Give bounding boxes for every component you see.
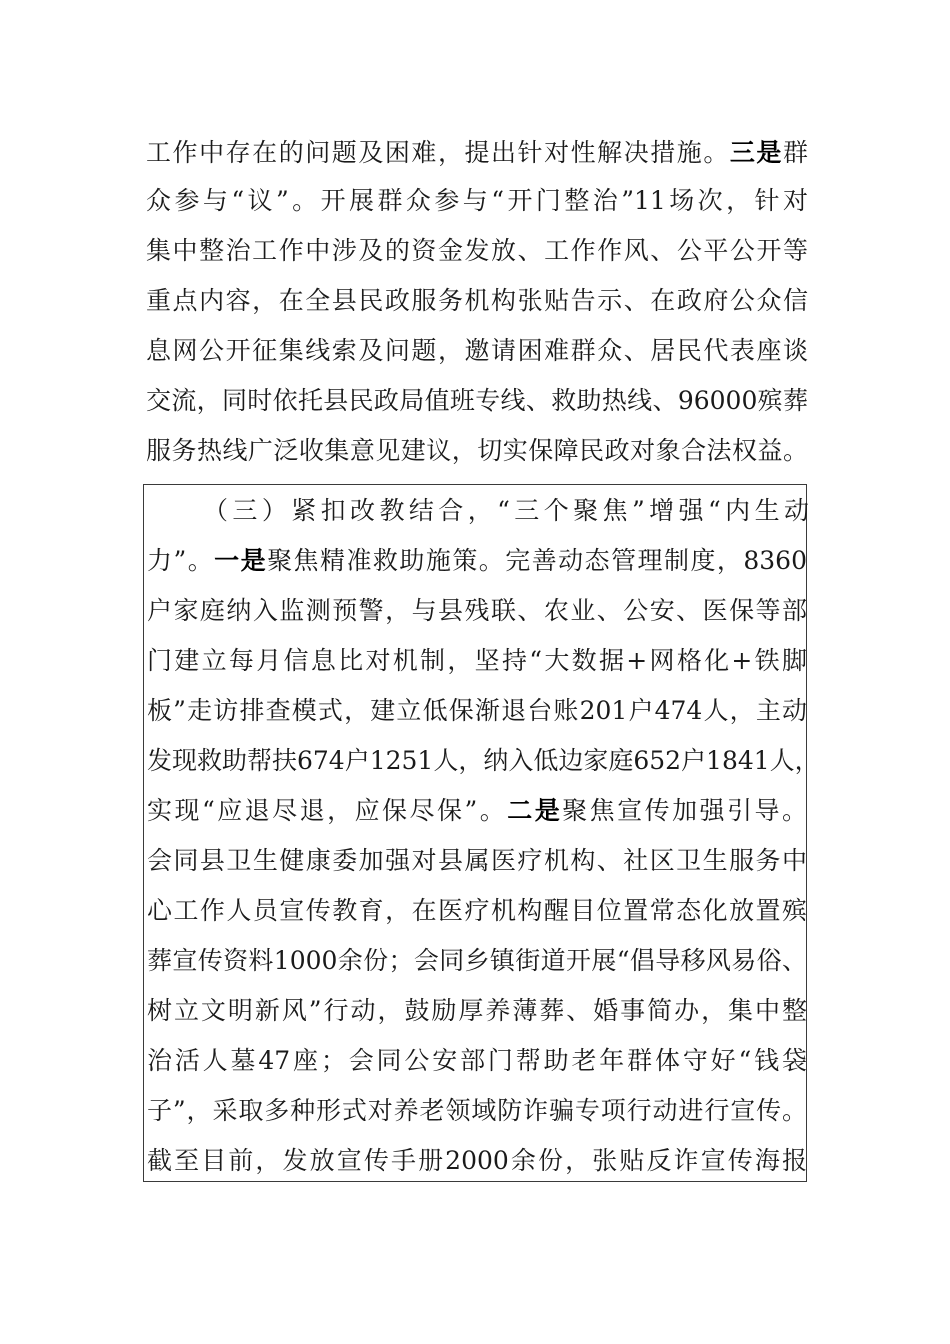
text-line: 重点内容，在全县民政服务机构张贴告示、在政府公众信 xyxy=(146,286,808,315)
text-run: 工作中存在的问题及困难，提出针对性解决措施。 xyxy=(146,138,730,167)
text-run: 力”。 xyxy=(147,546,215,575)
text-line: 治活人墓47座；会同公安部门帮助老年群体守好“钱袋 xyxy=(147,1046,807,1075)
text-line: 会同县卫生健康委加强对县属医疗机构、社区卫生服务中 xyxy=(147,846,807,875)
text-line: 发现救助帮扶674户1251人，纳入低边家庭652户1841人， xyxy=(147,746,820,775)
text-run: 群 xyxy=(782,138,808,167)
text-line: 子”，采取多种形式对养老领域防诈骗专项行动进行宣传。 xyxy=(147,1096,807,1125)
text-line xyxy=(147,546,807,576)
highlight-box xyxy=(143,484,820,1182)
text-line: 葬宣传资料1000余份；会同乡镇街道开展“倡导移风易俗、 xyxy=(147,946,807,975)
bold-run: 二是 xyxy=(507,796,563,825)
text-line: 树立文明新风”行动，鼓励厚养薄葬、婚事简办，集中整 xyxy=(147,996,807,1025)
text-run: 聚焦宣传加强引导。 xyxy=(562,796,807,825)
bold-run: 三是 xyxy=(729,138,783,167)
text-line: 息网公开征集线索及问题，邀请困难群众、居民代表座谈 xyxy=(146,336,808,365)
text-line xyxy=(147,796,807,826)
text-line: 板”走访排查模式，建立低保渐退台账201户474人，主动 xyxy=(147,696,807,725)
text-line: 门建立每月信息比对机制，坚持“大数据+网格化+铁脚 xyxy=(147,646,807,675)
text-line: 交流，同时依托县民政局值班专线、救助热线、96000殡葬 xyxy=(146,386,808,415)
text-run: 聚焦精准救助施策。完善动态管理制度，8360 xyxy=(267,546,807,575)
text-run: 实现“应退尽退，应保尽保”。 xyxy=(147,796,508,825)
text-line xyxy=(146,138,808,168)
section-heading: （三）紧扣改教结合，“三个聚焦”增强“内生动 xyxy=(203,496,809,525)
bold-run: 一是 xyxy=(214,546,268,575)
text-line: 户家庭纳入监测预警，与县残联、农业、公安、医保等部 xyxy=(147,596,807,625)
text-line: 集中整治工作中涉及的资金发放、工作作风、公平公开等 xyxy=(146,236,808,265)
text-line: 截至目前，发放宣传手册2000余份，张贴反诈宣传海报 xyxy=(147,1146,807,1175)
text-line: 心工作人员宣传教育，在医疗机构醒目位置常态化放置殡 xyxy=(147,896,807,925)
text-line: 众参与“议”。开展群众参与“开门整治”11场次，针对 xyxy=(146,186,808,215)
text-line: 服务热线广泛收集意见建议，切实保障民政对象合法权益。 xyxy=(146,436,808,465)
